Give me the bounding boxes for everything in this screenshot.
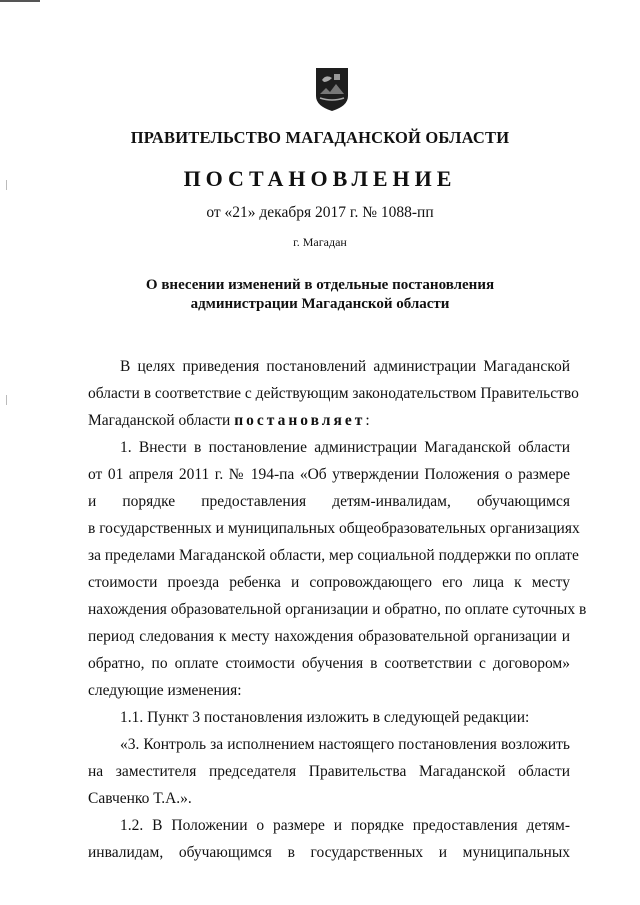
government-name: ПРАВИТЕЛЬСТВО МАГАДАНСКОЙ ОБЛАСТИ bbox=[130, 128, 510, 147]
body-text: Магаданской области bbox=[88, 412, 231, 429]
body-line bbox=[88, 411, 570, 431]
body-emphasis: постановляет bbox=[234, 412, 366, 429]
scan-edge-mark bbox=[0, 0, 40, 2]
document-city: г. Магадан bbox=[293, 235, 347, 249]
body-line: от 01 апреля 2011 г. № 194-па «Об утверждении Положения о размере bbox=[88, 466, 570, 483]
body-line: «3. Контроль за исполнением настоящего постановления возложить bbox=[120, 736, 570, 753]
body-line: за пределами Магаданской области, мер социальной поддержки по оплате bbox=[88, 547, 579, 564]
body-line: 1. Внести в постановление администрации Магаданской области bbox=[120, 439, 570, 456]
document-type: ПОСТАНОВЛЕНИЕ bbox=[183, 166, 457, 191]
body-line: В целях приведения постановлений администрации Магаданской bbox=[120, 358, 570, 375]
body-line: Савченко Т.А.». bbox=[88, 790, 192, 807]
body-text: : bbox=[365, 412, 370, 429]
title-line: О внесении изменений в отдельные постановления bbox=[145, 277, 495, 293]
body-line: и порядке предоставления детям-инвалидам, обучающимся bbox=[88, 493, 570, 510]
title-line: администрации Магаданской области bbox=[190, 296, 450, 312]
body-line: в государственных и муниципальных общеобразовательных организациях bbox=[88, 520, 580, 537]
body-line: на заместителя председателя Правительства Магаданской области bbox=[88, 763, 570, 780]
body-line: 1.1. Пункт 3 постановления изложить в следующей редакции: bbox=[120, 709, 530, 726]
body-line: стоимости проезда ребенка и сопровождающего его лица к месту bbox=[88, 574, 570, 591]
document-title bbox=[0, 276, 640, 314]
scan-edge-mark bbox=[6, 395, 7, 405]
body-line: обратно, по оплате стоимости обучения в соответствии с договором» bbox=[88, 655, 570, 672]
body-line: следующие изменения: bbox=[88, 682, 242, 699]
coat-of-arms-icon bbox=[314, 66, 350, 112]
document-date-number: от «21» декабря 2017 г. № 1088-пп bbox=[206, 204, 434, 221]
body-line: инвалидам, обучающимся в государственных и муниципальных bbox=[88, 844, 570, 861]
body-line: области в соответствие с действующим законодательством Правительство bbox=[88, 385, 579, 402]
body-line: 1.2. В Положении о размере и порядке предоставления детям- bbox=[120, 817, 570, 834]
body-line: период следования к месту нахождения образовательной организации и bbox=[88, 628, 570, 645]
body-line: нахождения образовательной организации и обратно, по оплате суточных в bbox=[88, 601, 587, 618]
